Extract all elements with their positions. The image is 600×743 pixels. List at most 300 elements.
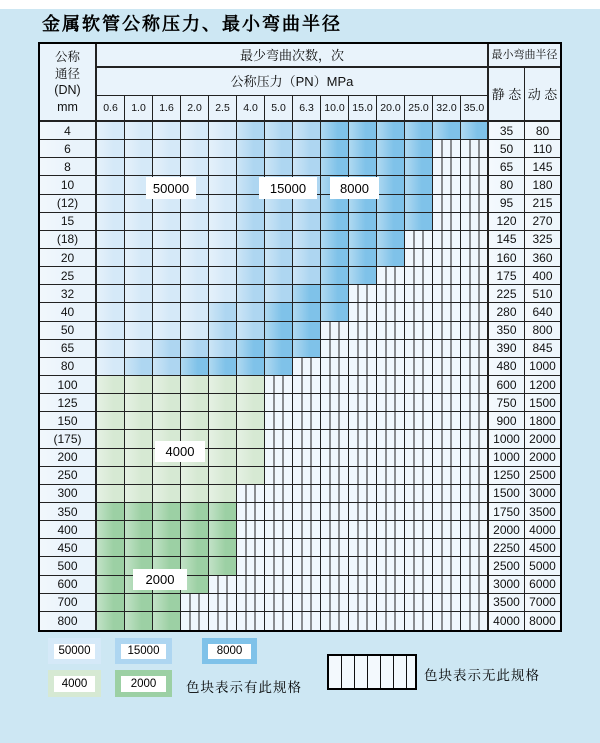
- pressure-cell: [97, 303, 125, 321]
- pressure-cell: [321, 557, 349, 575]
- static-radius-value: 160: [489, 249, 525, 267]
- pressure-cell: [405, 594, 433, 612]
- pressure-cell: [209, 503, 237, 521]
- pressure-cell: [97, 576, 125, 594]
- pressure-cell: [125, 412, 153, 430]
- dn-label: 500: [40, 557, 97, 575]
- pressure-cell: [377, 285, 405, 303]
- pressure-cell: [237, 303, 265, 321]
- dn-label: 15: [40, 213, 97, 231]
- pressure-cell: [265, 557, 293, 575]
- pressure-cell: [461, 140, 489, 158]
- legend-chip-8000: [202, 638, 257, 664]
- pressure-cell: [461, 122, 489, 140]
- dynamic-radius-value: 400: [525, 267, 560, 285]
- dn-label: 350: [40, 503, 97, 521]
- pressure-cell: [97, 612, 125, 630]
- pressure-cell: [293, 213, 321, 231]
- pressure-cell: [377, 485, 405, 503]
- pressure-cell: [377, 467, 405, 485]
- static-radius-value: 390: [489, 340, 525, 358]
- static-col-header: 静 态: [489, 68, 525, 122]
- dynamic-radius-value: 325: [525, 231, 560, 249]
- pressure-cell: [377, 539, 405, 557]
- pressure-cell: [433, 231, 461, 249]
- pressure-cell: [153, 358, 181, 376]
- pressure-cell: [461, 576, 489, 594]
- pressure-cell: [153, 521, 181, 539]
- dn-label: 65: [40, 340, 97, 358]
- pressure-cell: [293, 485, 321, 503]
- pressure-cell: [125, 467, 153, 485]
- pressure-cell: [209, 249, 237, 267]
- pressure-cell: [153, 303, 181, 321]
- pressure-cell: [349, 158, 377, 176]
- pressure-cell: [405, 521, 433, 539]
- pressure-cell: [433, 176, 461, 194]
- pressure-cell: [461, 557, 489, 575]
- pressure-cell: [125, 285, 153, 303]
- pressure-cell: [461, 322, 489, 340]
- pressure-cell: [209, 612, 237, 630]
- pressure-cell: [265, 285, 293, 303]
- pressure-cell: [153, 594, 181, 612]
- dn-label: 200: [40, 449, 97, 467]
- pressure-cell: [265, 594, 293, 612]
- pressure-cell: [265, 158, 293, 176]
- pressure-cell: [293, 612, 321, 630]
- pressure-cell: [377, 213, 405, 231]
- pressure-cell: [405, 576, 433, 594]
- pressure-cell: [209, 158, 237, 176]
- pressure-cell: [349, 285, 377, 303]
- pressure-cell: [293, 394, 321, 412]
- dn-label: 250: [40, 467, 97, 485]
- dynamic-radius-value: 145: [525, 158, 560, 176]
- legend-no-spec-label: 色块表示无此规格: [424, 668, 540, 683]
- pressure-cell: [97, 213, 125, 231]
- pressure-cell: [349, 122, 377, 140]
- pressure-cell: [433, 340, 461, 358]
- dn-label: 150: [40, 412, 97, 430]
- pressure-cell: [181, 358, 209, 376]
- pressure-cell: [433, 267, 461, 285]
- dynamic-radius-value: 110: [525, 140, 560, 158]
- pressure-cell: [405, 231, 433, 249]
- pressure-cell: [461, 358, 489, 376]
- static-radius-value: 225: [489, 285, 525, 303]
- pressure-cell: [321, 158, 349, 176]
- pressure-cell: [209, 285, 237, 303]
- pressure-cell: [461, 394, 489, 412]
- pressure-cell: [181, 503, 209, 521]
- dynamic-radius-value: 6000: [525, 576, 560, 594]
- legend-chip-value: 8000: [208, 644, 251, 659]
- pressure-cell: [125, 485, 153, 503]
- pressure-cell: [181, 158, 209, 176]
- pressure-cell: [461, 539, 489, 557]
- pressure-cell: [349, 412, 377, 430]
- pressure-cell: [349, 303, 377, 321]
- pressure-cell: [209, 412, 237, 430]
- region-label-8000: 8000: [330, 177, 379, 199]
- pressure-cell: [265, 358, 293, 376]
- dynamic-radius-value: 1500: [525, 394, 560, 412]
- pressure-cell: [405, 449, 433, 467]
- pressure-cell: [405, 557, 433, 575]
- region-label-15000: 15000: [259, 177, 317, 199]
- pressure-cell: [377, 576, 405, 594]
- pressure-cell: [97, 503, 125, 521]
- pressure-cell: [461, 521, 489, 539]
- pressure-cell: [181, 485, 209, 503]
- pressure-cell: [433, 449, 461, 467]
- pressure-cell: [181, 467, 209, 485]
- pressure-cell: [461, 430, 489, 448]
- pressure-cell: [433, 576, 461, 594]
- pressure-cell: [125, 340, 153, 358]
- region-label-50000: 50000: [146, 177, 196, 199]
- pressure-cell: [377, 412, 405, 430]
- pressure-cell: [153, 394, 181, 412]
- pressure-cell: [237, 394, 265, 412]
- pressure-cell: [433, 503, 461, 521]
- pressure-cell: [349, 231, 377, 249]
- pressure-cell: [97, 430, 125, 448]
- pressure-cell: [321, 503, 349, 521]
- dynamic-radius-value: 4000: [525, 521, 560, 539]
- pressure-cell: [405, 358, 433, 376]
- pressure-cell: [321, 376, 349, 394]
- pressure-cell: [349, 340, 377, 358]
- legend-chip-2000: [115, 670, 172, 697]
- pressure-cell: [293, 231, 321, 249]
- pressure-cell: [293, 249, 321, 267]
- pressure-cell: [153, 340, 181, 358]
- pressure-cell: [405, 376, 433, 394]
- pressure-cell: [321, 539, 349, 557]
- legend-chip-value: 15000: [121, 644, 166, 659]
- pressure-cell: [125, 122, 153, 140]
- pressure-cell: [433, 140, 461, 158]
- pressure-cell: [181, 394, 209, 412]
- legend-chip-50000: [48, 638, 101, 664]
- pressure-cell: [237, 612, 265, 630]
- dynamic-radius-value: 1200: [525, 376, 560, 394]
- pressure-cell: [349, 394, 377, 412]
- pressure-cell: [237, 358, 265, 376]
- static-radius-value: 4000: [489, 612, 525, 630]
- pressure-cell: [293, 376, 321, 394]
- pressure-cell: [125, 376, 153, 394]
- pressure-cell: [321, 412, 349, 430]
- pressure-cell: [377, 249, 405, 267]
- pressure-cell: [433, 249, 461, 267]
- pressure-cell: [97, 285, 125, 303]
- pressure-cell: [377, 503, 405, 521]
- pressure-cell: [349, 539, 377, 557]
- pressure-cell: [153, 267, 181, 285]
- pressure-cell: [125, 140, 153, 158]
- pressure-cell: [125, 594, 153, 612]
- pressure-cell: [405, 158, 433, 176]
- pressure-cell: [209, 467, 237, 485]
- dynamic-radius-value: 3500: [525, 503, 560, 521]
- pressure-cell: [461, 612, 489, 630]
- pressure-cell: [321, 485, 349, 503]
- pressure-cell: [405, 322, 433, 340]
- pressure-cell: [265, 303, 293, 321]
- pressure-cell: [349, 576, 377, 594]
- pressure-cell: [405, 267, 433, 285]
- pressure-cell: [209, 394, 237, 412]
- legend-chip-15000: [115, 638, 172, 664]
- pressure-cell: [97, 376, 125, 394]
- dynamic-radius-value: 800: [525, 322, 560, 340]
- pressure-cell: [153, 249, 181, 267]
- dn-label: 4: [40, 122, 97, 140]
- pressure-cell: [209, 231, 237, 249]
- pressure-cell: [461, 231, 489, 249]
- pressure-cell: [265, 503, 293, 521]
- pressure-cell: [433, 430, 461, 448]
- pressure-cell: [433, 412, 461, 430]
- pressure-cell: [321, 213, 349, 231]
- pressure-cell: [321, 303, 349, 321]
- pressure-cell: [321, 594, 349, 612]
- pressure-cell: [377, 267, 405, 285]
- pressure-cell: [97, 122, 125, 140]
- pressure-cell: [377, 322, 405, 340]
- pressure-cell: [349, 249, 377, 267]
- pressure-cell: [349, 521, 377, 539]
- pressure-cell: [181, 213, 209, 231]
- pressure-cell: [293, 412, 321, 430]
- pressure-cell: [377, 557, 405, 575]
- pressure-cell: [153, 612, 181, 630]
- pressure-cell: [209, 122, 237, 140]
- pressure-cell: [265, 140, 293, 158]
- static-radius-value: 350: [489, 322, 525, 340]
- pressure-cell: [433, 158, 461, 176]
- pressure-cell: [461, 503, 489, 521]
- dn-label: 450: [40, 539, 97, 557]
- dn-label: 400: [40, 521, 97, 539]
- pressure-cell: [321, 430, 349, 448]
- pressure-cell: [377, 195, 405, 213]
- pressure-cell: [461, 158, 489, 176]
- static-radius-value: 1500: [489, 485, 525, 503]
- pressure-cell: [349, 594, 377, 612]
- pressure-cell: [461, 267, 489, 285]
- pressure-cell: [461, 340, 489, 358]
- pressure-cell: [321, 122, 349, 140]
- pressure-cell: [237, 521, 265, 539]
- pressure-cell: [321, 267, 349, 285]
- pressure-cell: [377, 122, 405, 140]
- pressure-cell: [461, 412, 489, 430]
- pressure-tick: 1.0: [125, 96, 153, 122]
- pressure-cell: [265, 539, 293, 557]
- pressure-cell: [433, 122, 461, 140]
- pressure-cell: [209, 303, 237, 321]
- pressure-cell: [125, 358, 153, 376]
- dn-label: 125: [40, 394, 97, 412]
- pressure-cell: [377, 594, 405, 612]
- pressure-cell: [321, 285, 349, 303]
- static-radius-value: 2250: [489, 539, 525, 557]
- pressure-cell: [293, 122, 321, 140]
- pressure-cell: [125, 158, 153, 176]
- pressure-cell: [97, 539, 125, 557]
- pressure-cell: [433, 394, 461, 412]
- pressure-cell: [265, 576, 293, 594]
- pressure-cell: [461, 249, 489, 267]
- pressure-cell: [265, 231, 293, 249]
- pressure-cell: [265, 485, 293, 503]
- pressure-cell: [153, 140, 181, 158]
- pressure-cell: [433, 539, 461, 557]
- static-radius-value: 1750: [489, 503, 525, 521]
- pressure-cell: [125, 249, 153, 267]
- pressure-cell: [181, 140, 209, 158]
- pressure-cell: [377, 449, 405, 467]
- pressure-cell: [209, 430, 237, 448]
- pressure-cell: [97, 340, 125, 358]
- pressure-tick: 0.6: [97, 96, 125, 122]
- pressure-cell: [97, 158, 125, 176]
- pressure-tick: 10.0: [321, 96, 349, 122]
- pressure-cell: [181, 612, 209, 630]
- pressure-cell: [153, 285, 181, 303]
- legend-chip-value: 50000: [54, 644, 95, 659]
- dynamic-radius-value: 640: [525, 303, 560, 321]
- pressure-cell: [209, 140, 237, 158]
- pressure-cell: [181, 539, 209, 557]
- pressure-cell: [237, 376, 265, 394]
- pressure-cell: [237, 285, 265, 303]
- pressure-cell: [405, 303, 433, 321]
- radius-header hdr-small: 最小弯曲半径: [489, 44, 560, 68]
- pressure-cell: [377, 358, 405, 376]
- pressure-cell: [125, 322, 153, 340]
- pressure-cell: [209, 539, 237, 557]
- dynamic-radius-value: 360: [525, 249, 560, 267]
- pressure-cell: [97, 467, 125, 485]
- pressure-cell: [237, 322, 265, 340]
- pressure-cell: [181, 231, 209, 249]
- pressure-cell: [461, 285, 489, 303]
- pressure-cell: [405, 122, 433, 140]
- legend-chip-value: 2000: [121, 676, 166, 692]
- pressure-cell: [125, 231, 153, 249]
- pressure-cell: [293, 303, 321, 321]
- pressure-cell: [321, 249, 349, 267]
- pressure-cell: [377, 158, 405, 176]
- pressure-cell: [97, 140, 125, 158]
- pressure-cell: [237, 340, 265, 358]
- pressure-cell: [97, 557, 125, 575]
- static-radius-value: 65: [489, 158, 525, 176]
- static-radius-value: 3000: [489, 576, 525, 594]
- pressure-tick: 15.0: [349, 96, 377, 122]
- pressure-cell: [153, 376, 181, 394]
- pressure-cell: [209, 521, 237, 539]
- dynamic-radius-value: 1800: [525, 412, 560, 430]
- legend-chip-value: 4000: [54, 676, 95, 692]
- static-radius-value: 120: [489, 213, 525, 231]
- dn-label: 80: [40, 358, 97, 376]
- pressure-cell: [405, 412, 433, 430]
- dynamic-radius-value: 2000: [525, 430, 560, 448]
- pressure-cell: [97, 231, 125, 249]
- pressure-cell: [461, 467, 489, 485]
- pressure-cell: [237, 467, 265, 485]
- pressure-tick: 32.0: [433, 96, 461, 122]
- pressure-cell: [293, 503, 321, 521]
- pressure-cell: [209, 594, 237, 612]
- static-radius-value: 750: [489, 394, 525, 412]
- pressure-cell: [433, 376, 461, 394]
- legend-hatch-swatch: [327, 654, 417, 690]
- pressure-cell: [293, 140, 321, 158]
- static-radius-value: 50: [489, 140, 525, 158]
- pressure-cell: [349, 503, 377, 521]
- pressure-cell: [125, 394, 153, 412]
- pressure-cell: [293, 449, 321, 467]
- pressure-cell: [321, 467, 349, 485]
- pressure-cell: [377, 521, 405, 539]
- pressure-cell: [405, 176, 433, 194]
- pressure-cell: [209, 376, 237, 394]
- pressure-cell: [209, 576, 237, 594]
- pressure-cell: [461, 485, 489, 503]
- pressure-cell: [153, 503, 181, 521]
- dn-label: (12): [40, 195, 97, 213]
- pressure-cell: [293, 539, 321, 557]
- pressure-cell: [153, 485, 181, 503]
- pressure-cell: [433, 485, 461, 503]
- pressure-cell: [209, 340, 237, 358]
- pressure-cell: [265, 340, 293, 358]
- pressure-cell: [125, 267, 153, 285]
- dn-label: 8: [40, 158, 97, 176]
- static-radius-value: 145: [489, 231, 525, 249]
- pressure-cell: [461, 195, 489, 213]
- corner-line: (DN): [54, 83, 81, 97]
- dn-label: 40: [40, 303, 97, 321]
- pressure-cell: [153, 322, 181, 340]
- dynamic-radius-value: 3000: [525, 485, 560, 503]
- pressure-cell: [349, 467, 377, 485]
- pressure-cell: [461, 176, 489, 194]
- pressure-cell: [405, 539, 433, 557]
- pressure-cell: [405, 195, 433, 213]
- pressure-cell: [125, 303, 153, 321]
- pressure-cell: [349, 612, 377, 630]
- pressure-cell: [125, 539, 153, 557]
- pressure-cell: [433, 594, 461, 612]
- static-radius-value: 280: [489, 303, 525, 321]
- pressure-cell: [153, 231, 181, 249]
- pressure-cell: [181, 303, 209, 321]
- dn-label: 32: [40, 285, 97, 303]
- pressure-cell: [181, 267, 209, 285]
- pressure-cell: [349, 376, 377, 394]
- dynamic-radius-value: 80: [525, 122, 560, 140]
- pressure-cell: [265, 412, 293, 430]
- pressure-unit-header: 公称压力（PN）MPa: [97, 68, 489, 96]
